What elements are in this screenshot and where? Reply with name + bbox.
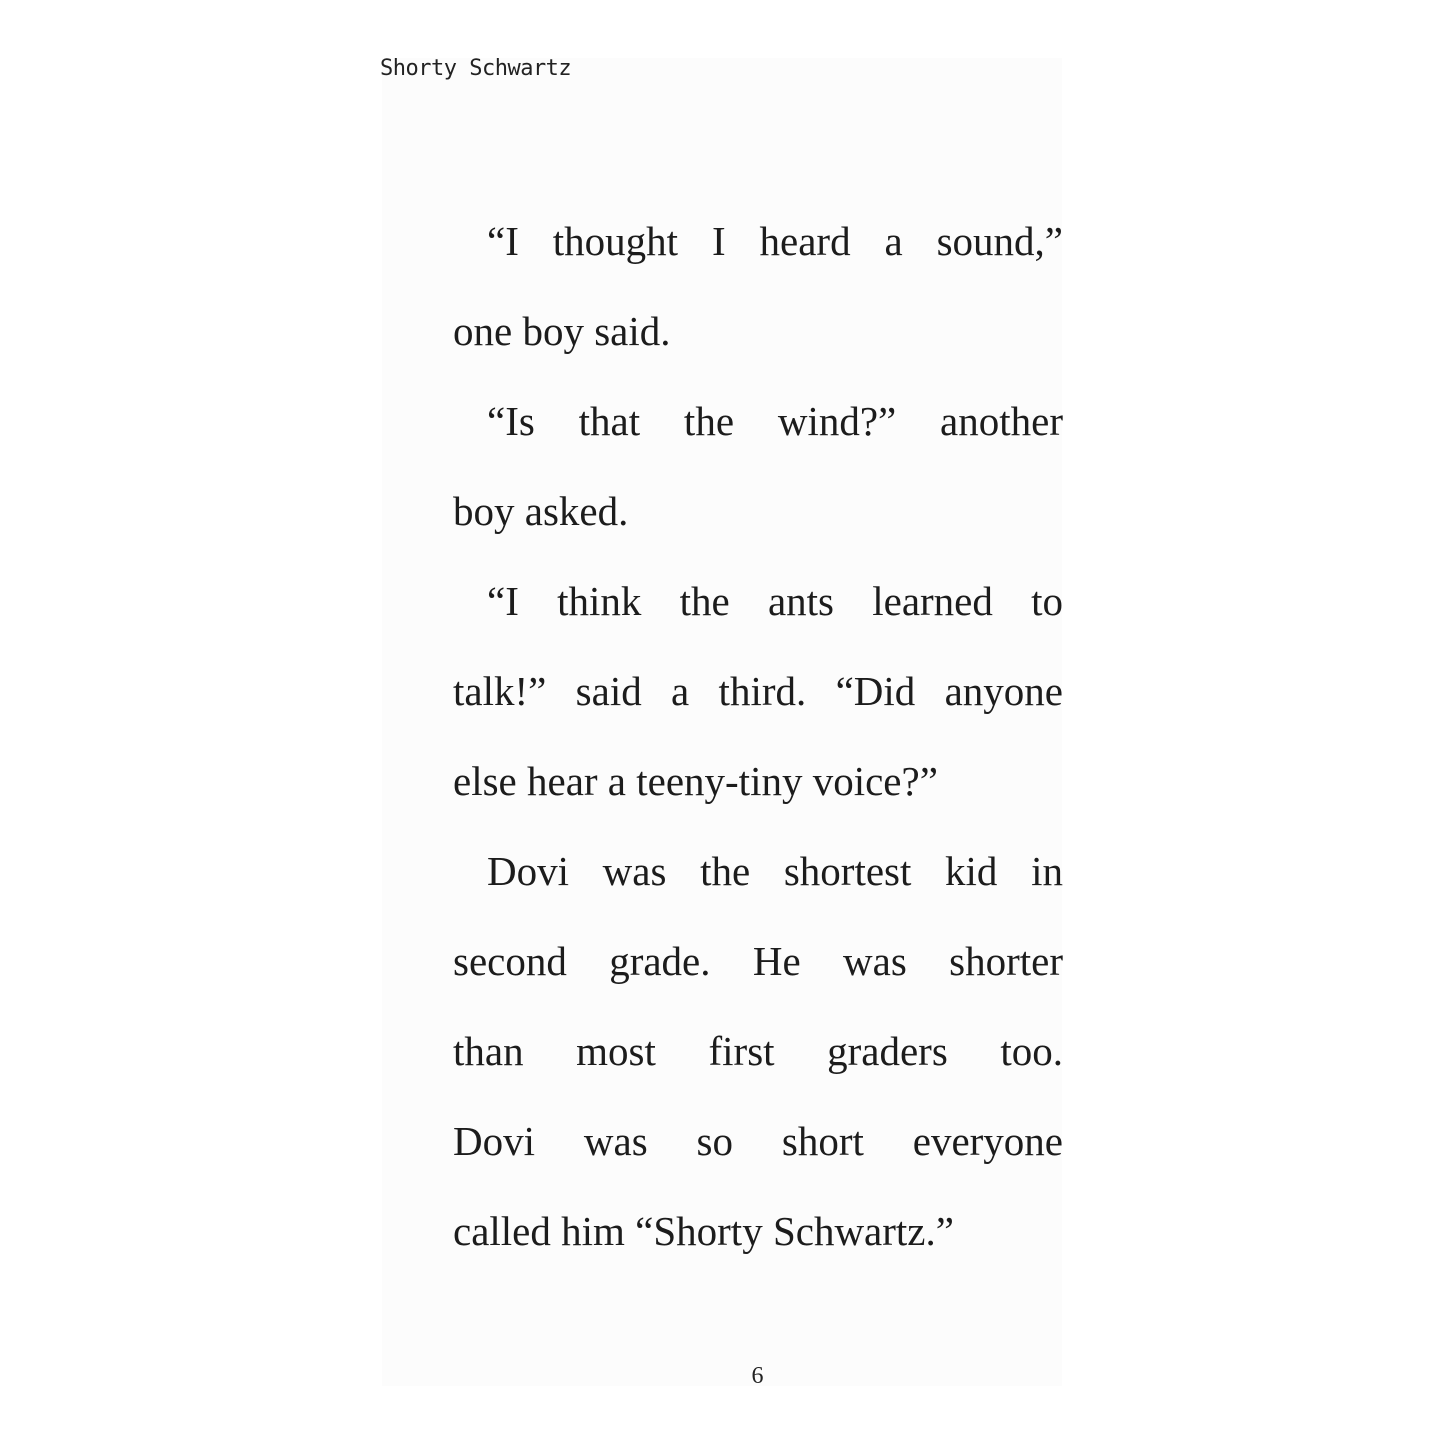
text-line: Dovi was so short everyone [453,1118,1063,1164]
text-line: boy asked. [453,488,629,534]
text-line: talk!” said a third. “Did anyone [453,668,1063,714]
running-header-title: Shorty Schwartz [380,56,572,81]
text-line: “I thought I heard a sound,” [487,218,1063,264]
text-line: one boy said. [453,308,671,354]
text-line: second grade. He was shorter [453,938,1063,984]
text-line: than most first graders too. [453,1028,1063,1074]
text-line: “Is that the wind?” another [487,398,1063,444]
body-text [453,196,1063,1276]
text-line: “I think the ants learned to [487,578,1063,624]
text-line: else hear a teeny-tiny voice?” [453,758,938,804]
page-number: 6 [751,1363,764,1389]
text-line: called him “Shorty Schwartz.” [453,1208,954,1254]
text-line: Dovi was the shortest kid in [487,848,1063,894]
